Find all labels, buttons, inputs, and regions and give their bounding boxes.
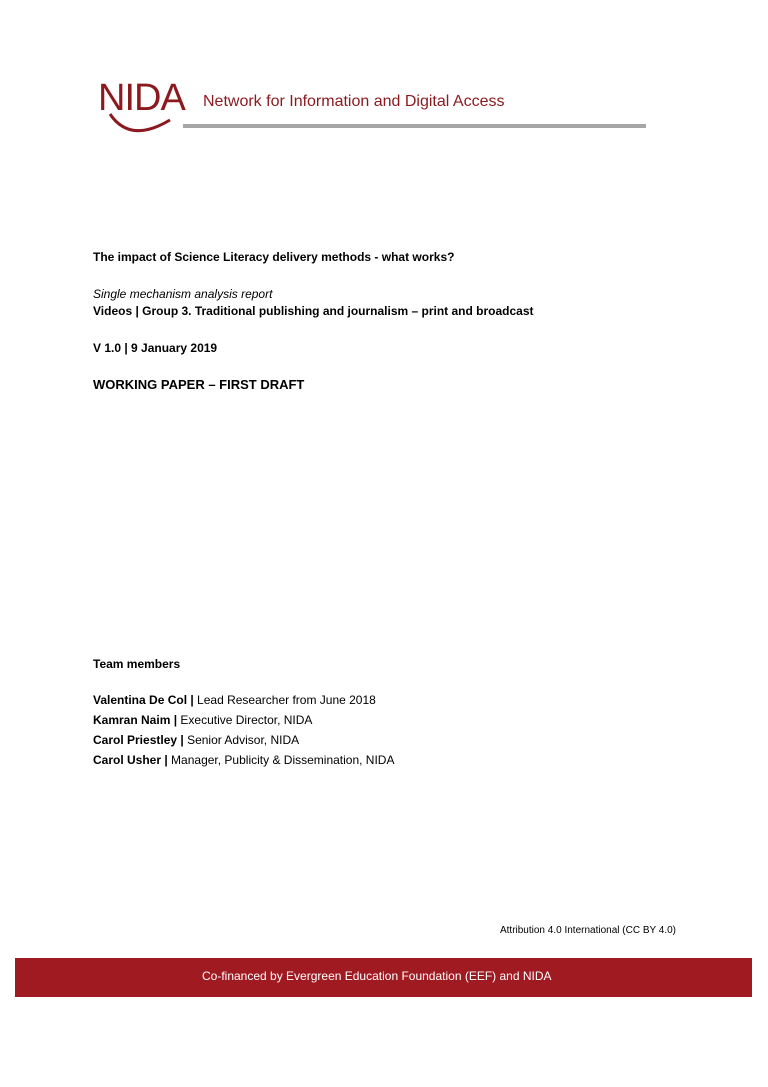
member-name: Kamran Naim | bbox=[93, 713, 178, 727]
document-status: WORKING PAPER – FIRST DRAFT bbox=[93, 377, 305, 392]
team-member bbox=[93, 733, 299, 747]
member-name: Carol Usher | bbox=[93, 753, 168, 767]
member-role: Manager, Publicity & Dissemination, NIDA bbox=[167, 753, 395, 767]
nida-logo bbox=[96, 74, 188, 136]
team-member bbox=[93, 753, 394, 767]
member-role: Senior Advisor, NIDA bbox=[183, 733, 300, 747]
document-version: V 1.0 | 9 January 2019 bbox=[93, 341, 218, 355]
svg-text:NIDA: NIDA bbox=[98, 77, 185, 119]
team-member bbox=[93, 693, 376, 707]
organization-name: Network for Information and Digital Access bbox=[203, 93, 505, 110]
team-member bbox=[93, 713, 312, 727]
member-name: Valentina De Col | bbox=[93, 693, 194, 707]
footer-text: Co-financed by Evergreen Education Foundation (EEF) and NIDA bbox=[202, 969, 552, 983]
document-series: Videos | Group 3. Traditional publishing and journalism – print and broadcast bbox=[93, 304, 534, 318]
nida-logo-icon bbox=[96, 74, 188, 136]
document-title: The impact of Science Literacy delivery methods - what works? bbox=[93, 250, 455, 264]
team-heading: Team members bbox=[93, 657, 181, 671]
footer-bar bbox=[15, 958, 752, 997]
license-text: Attribution 4.0 International (CC BY 4.0) bbox=[499, 925, 676, 936]
document-subtitle: Single mechanism analysis report bbox=[93, 287, 273, 301]
header-rule bbox=[183, 124, 646, 128]
member-role: Lead Researcher from June 2018 bbox=[193, 693, 376, 707]
member-role: Executive Director, NIDA bbox=[177, 713, 313, 727]
member-name: Carol Priestley | bbox=[93, 733, 184, 747]
